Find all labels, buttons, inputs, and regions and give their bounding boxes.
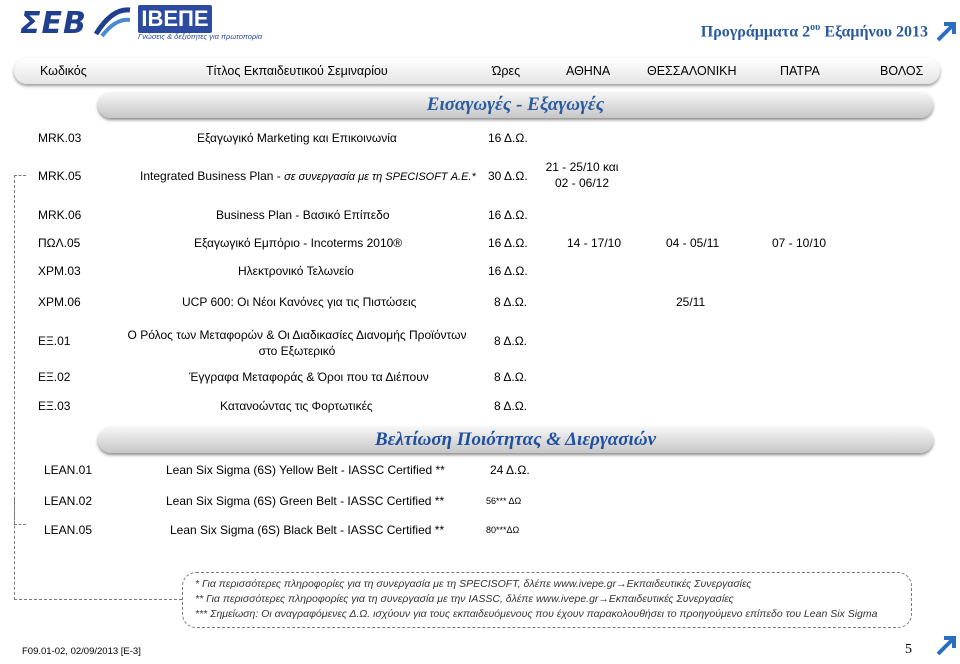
table-row — [0, 235, 960, 253]
thessaloniki-dates: 25/11 — [676, 295, 706, 309]
table-row — [0, 398, 960, 416]
document-code: F09.01-02, 02/09/2013 [E-3] — [22, 646, 141, 657]
course-hours: 16 Δ.Ω. — [488, 236, 528, 250]
page-title-sup: ου — [810, 22, 821, 33]
column-code: Κωδικός — [40, 64, 87, 78]
section-title-imports-exports: Εισαγωγές - Εξαγωγές — [98, 92, 933, 118]
course-title: Lean Six Sigma (6S) Yellow Belt - IASSC Certified ** — [166, 463, 445, 477]
table-row — [0, 369, 960, 387]
table-row — [0, 294, 960, 312]
ivepe-logo: IBEΠE — [138, 5, 212, 33]
course-hours: 8 Δ.Ω. — [494, 399, 527, 413]
course-title: Ο Ρόλος των Μεταφορών & Οι Διαδικασίες Διανομής Προϊόντων στο Εξωτερικό — [127, 328, 467, 358]
course-title: Lean Six Sigma (6S) Green Belt - IASSC Certified ** — [166, 494, 445, 508]
page-title — [701, 22, 928, 41]
course-code: MRK.05 — [38, 169, 82, 183]
course-hours: 8 Δ.Ω. — [494, 370, 527, 384]
course-hours: 30 Δ.Ω. — [488, 169, 528, 183]
table-row — [0, 263, 960, 281]
course-hours: 24 Δ.Ω. — [490, 463, 530, 477]
athens-dates: 21 - 25/10 και — [545, 160, 619, 174]
course-code: ΧΡΜ.06 — [38, 295, 81, 309]
page-title-rest: Εξαμήνου 2013 — [820, 23, 928, 41]
course-code: LEAN.02 — [44, 494, 93, 508]
column-volos: ΒΟΛΟΣ — [880, 64, 924, 78]
ivepe-tagline: Γνώσεις & δεξιότητες για πρωτοπορία — [138, 32, 263, 41]
course-hours: 8 Δ.Ω. — [494, 334, 527, 348]
course-code: ΠΩΛ.05 — [38, 236, 81, 250]
course-code: ΕΞ.03 — [38, 399, 71, 413]
table-row — [0, 326, 960, 366]
patra-dates: 07 - 10/10 — [772, 236, 827, 250]
footnote-3: *** Σημείωση: Οι αναγραφόμενες Δ.Ω. ισχύουν για τους εκπαιδευόμενους που έχουν παρακολουθήσει το προηγούμενο επίπεδο του Lean Six Sigma — [195, 608, 878, 620]
course-hours: 56*** ΔΩ — [486, 496, 522, 506]
footnotes-box — [182, 572, 912, 628]
course-title-note: σε συνεργασία με τη SPECISOFT Α.Ε.* — [284, 171, 476, 183]
course-hours: 16 Δ.Ω. — [488, 264, 528, 278]
column-header-bar — [14, 58, 940, 84]
course-title: Business Plan - Βασικό Επίπεδο — [216, 208, 390, 222]
table-row — [0, 207, 960, 225]
course-code: LEAN.01 — [44, 463, 93, 477]
dashed-connector — [14, 175, 26, 525]
course-code: MRK.03 — [38, 131, 82, 145]
course-title: Ηλεκτρονικό Τελωνείο — [238, 264, 354, 278]
course-code: MRK.06 — [38, 208, 82, 222]
footnote-2: ** Για περισσότερες πληροφορίες για τη συνεργασία με την IASSC, δλέπε www.ivepe.gr→Εκπαιδευτικές Συνεργασίες — [195, 593, 734, 605]
column-patra: ΠΑΤΡΑ — [780, 64, 820, 78]
course-code: ΧΡΜ.03 — [38, 264, 81, 278]
page-title-main: Προγράμματα 2 — [700, 23, 811, 41]
seb-logo-mark-icon — [92, 4, 132, 40]
course-title: Lean Six Sigma (6S) Black Belt - IASSC Certified ** — [170, 523, 445, 537]
course-title: Εξαγωγικό Εμπόριο - Incoterms 2010® — [194, 236, 403, 250]
dashed-connector — [14, 500, 182, 600]
column-athens: ΑΘΗΝΑ — [566, 64, 611, 78]
course-code: ΕΞ.02 — [38, 370, 71, 384]
course-hours: 80***ΔΩ — [486, 525, 520, 535]
course-title: Εξαγωγικό Marketing και Επικοινωνία — [197, 131, 397, 145]
table-row — [0, 462, 960, 480]
seb-logo: ΣΕΒ — [20, 6, 87, 41]
athens-dates-2: 02 - 06/12 — [554, 176, 610, 190]
course-code: ΕΞ.01 — [38, 334, 71, 348]
column-title: Τίτλος Εκπαιδευτικού Σεμιναρίου — [206, 64, 388, 78]
course-hours: 16 Δ.Ω. — [488, 131, 528, 145]
course-hours: 8 Δ.Ω. — [494, 295, 527, 309]
column-thessaloniki: ΘΕΣΣΑΛΟΝΙΚΗ — [647, 64, 737, 78]
course-title: Έγγραφα Μεταφοράς & Όροι που τα Διέπουν — [189, 370, 429, 384]
athens-dates: 14 - 17/10 — [566, 236, 622, 250]
column-hours: Ώρες — [492, 64, 521, 78]
course-title: Κατανοώντας τις Φορτωτικές — [220, 399, 373, 413]
course-title: UCP 600: Οι Νέοι Κανόνες για τις Πιστώσεις — [182, 295, 417, 309]
course-hours: 16 Δ.Ω. — [488, 208, 528, 222]
table-row — [0, 130, 960, 148]
corner-arrows-icon — [934, 632, 960, 658]
page-number: 5 — [905, 642, 912, 657]
table-row — [0, 160, 960, 190]
section-title-quality: Βελτίωση Ποιότητας & Διεργασιών — [98, 427, 933, 453]
course-title-main: Integrated Business Plan - — [140, 169, 285, 183]
thessaloniki-dates: 04 - 05/11 — [666, 236, 720, 250]
course-title — [140, 169, 476, 183]
footnote-1: * Για περισσότερες πληροφορίες για τη συνεργασία με τη SPECISOFT, δλέπε www.ivepe.gr→Εκπαιδευτικές Συνεργασίες — [195, 578, 752, 590]
corner-arrows-icon — [934, 18, 960, 44]
course-code: LEAN.05 — [44, 523, 93, 537]
